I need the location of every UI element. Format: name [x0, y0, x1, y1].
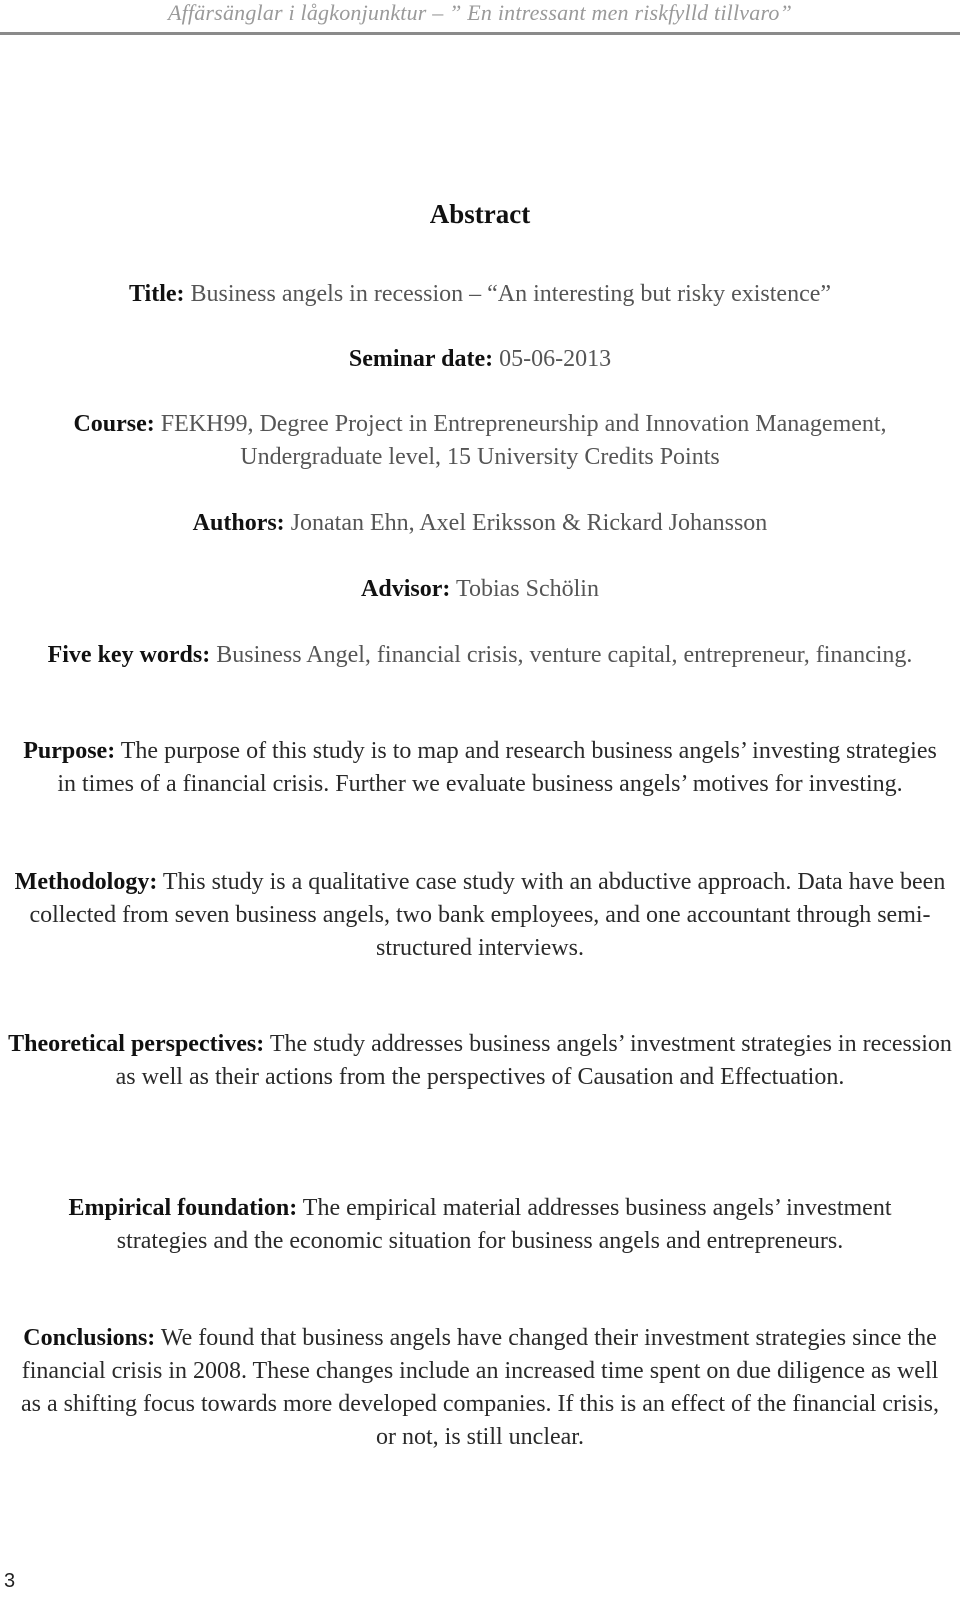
field-value: The empirical material addresses business angels’ investment strategies and the economic situation for business angels and entrepreneurs.: [116, 1195, 892, 1254]
field-label: Five key words:: [47, 642, 211, 668]
field-empirical-foundation: [30, 1192, 930, 1258]
field-value: Tobias Schölin: [455, 576, 599, 602]
field-value: Jonatan Ehn, Axel Eriksson & Rickard Johansson: [290, 510, 768, 536]
field-label: Empirical foundation:: [68, 1195, 298, 1221]
field-key-words: [20, 639, 940, 672]
abstract-heading: Abstract: [429, 199, 531, 229]
field-label: Theoretical perspectives:: [8, 1031, 265, 1057]
field-theoretical-perspectives: [4, 1028, 956, 1094]
field-label: Seminar date:: [348, 346, 494, 372]
header-divider: [0, 32, 960, 35]
field-conclusions: [12, 1322, 948, 1454]
field-advisor: [10, 573, 950, 606]
field-methodology: [4, 866, 956, 965]
field-seminar-date: [10, 343, 950, 376]
field-value: This study is a qualitative case study with an abductive approach. Data have been collected from seven business angels, two bank employees, and one accountant through semi-structured interviews.: [29, 869, 946, 961]
field-course: [40, 408, 920, 474]
field-label: Authors:: [192, 510, 285, 536]
field-value: FEKH99, Degree Project in Entrepreneurship and Innovation Management, Undergraduate level, 15 University Credits Points: [160, 411, 887, 470]
field-label: Course:: [73, 411, 155, 437]
field-value: Business angels in recession – “An interesting but risky existence”: [190, 281, 832, 307]
field-purpose: [20, 735, 940, 801]
field-title: [10, 278, 950, 311]
field-value: We found that business angels have changed their investment strategies since the financial crisis in 2008. These changes include an increased time spent on due diligence as well as a shifting focus towards more developed companies. If this is an effect of the financial crisis, or not, is still unclear.: [21, 1325, 939, 1450]
running-header: [0, 0, 960, 36]
field-value: The study addresses business angels’ investment strategies in recession as well as their actions from the perspectives of Causation and Effectuation.: [115, 1031, 952, 1090]
field-value: The purpose of this study is to map and research business angels’ investing strategies in times of a financial crisis. Further we evaluate business angels’ motives for investing.: [57, 738, 937, 797]
field-label: Methodology:: [14, 869, 158, 895]
field-value: 05-06-2013: [499, 346, 612, 372]
field-label: Title:: [128, 281, 185, 307]
field-label: Conclusions:: [23, 1325, 156, 1351]
running-header-title: Affärsänglar i lågkonjunktur – ” En intressant men riskfylld tillvaro”: [167, 0, 793, 25]
field-authors: [10, 507, 950, 540]
field-label: Advisor:: [361, 576, 451, 602]
field-value: Business Angel, financial crisis, venture capital, entrepreneur, financing.: [216, 642, 913, 668]
field-label: Purpose:: [23, 738, 116, 764]
page-number: 3: [4, 1570, 16, 1592]
